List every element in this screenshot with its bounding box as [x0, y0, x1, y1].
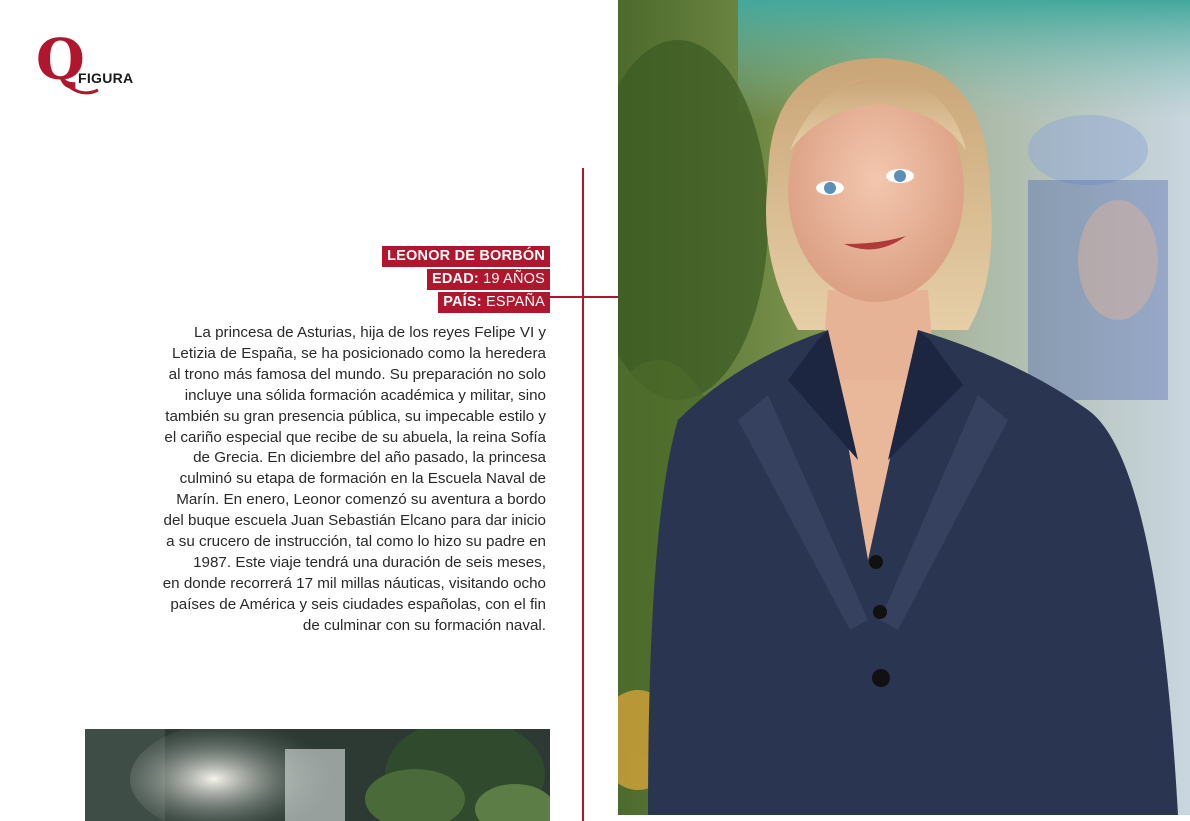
article-line: de culminar con su formación naval. [302, 616, 546, 634]
article-line: el cariño especial que recibe de su abuela, la reina Sofía [164, 428, 546, 446]
article-line: a su crucero de instrucción, tal como lo hizo su padre en [166, 533, 546, 551]
article-line: 1987. Este viaje tendrá una duración de seis meses, [193, 553, 546, 571]
magazine-logo [36, 27, 156, 98]
article-line: Marín. En enero, Leonor comenzó su aventura a bordo [176, 491, 546, 509]
age-value: 19 AÑOS [483, 271, 545, 287]
age-label: EDAD: [431, 271, 479, 287]
article-line: La princesa de Asturias, hija de los reyes Felipe VI y [193, 324, 546, 341]
article-line: también su gran presencia pública, su impecable estilo y [165, 407, 546, 425]
secondary-photo [85, 729, 550, 821]
logo-q-letter: Q [36, 27, 85, 93]
vertical-rule [582, 168, 584, 821]
article-line: del buque escuela Juan Sebastián Elcano para dar inicio [163, 512, 546, 530]
age-tag [427, 269, 550, 290]
article-line: Letizia de España, se ha posicionado como la heredera [171, 344, 546, 362]
article-line: al trono más famosa del mundo. Su preparación no solo [168, 365, 546, 383]
article-line: países de América y seis ciudades españolas, con el fin [170, 595, 546, 613]
article-line: de Grecia. En diciembre del año pasado, la princesa [193, 449, 546, 467]
article-body [118, 323, 546, 637]
logo-q-tail-icon [36, 34, 116, 98]
country-value: ESPAÑA [486, 294, 545, 310]
section-label: FIGURA [78, 70, 134, 86]
country-label: PAÍS: [443, 294, 482, 310]
portrait-photo [618, 0, 1190, 815]
name-tag: LEONOR DE BORBÓN [382, 246, 550, 267]
article-line: culminó su etapa de formación en la Escuela Naval de [179, 470, 546, 488]
article-line: incluye una sólida formación académica y militar, sino [184, 386, 546, 404]
profile-tags [382, 246, 550, 315]
country-tag [438, 292, 550, 313]
article-line: en donde recorrerá 17 mil millas náuticas, visitando ocho [162, 574, 546, 592]
